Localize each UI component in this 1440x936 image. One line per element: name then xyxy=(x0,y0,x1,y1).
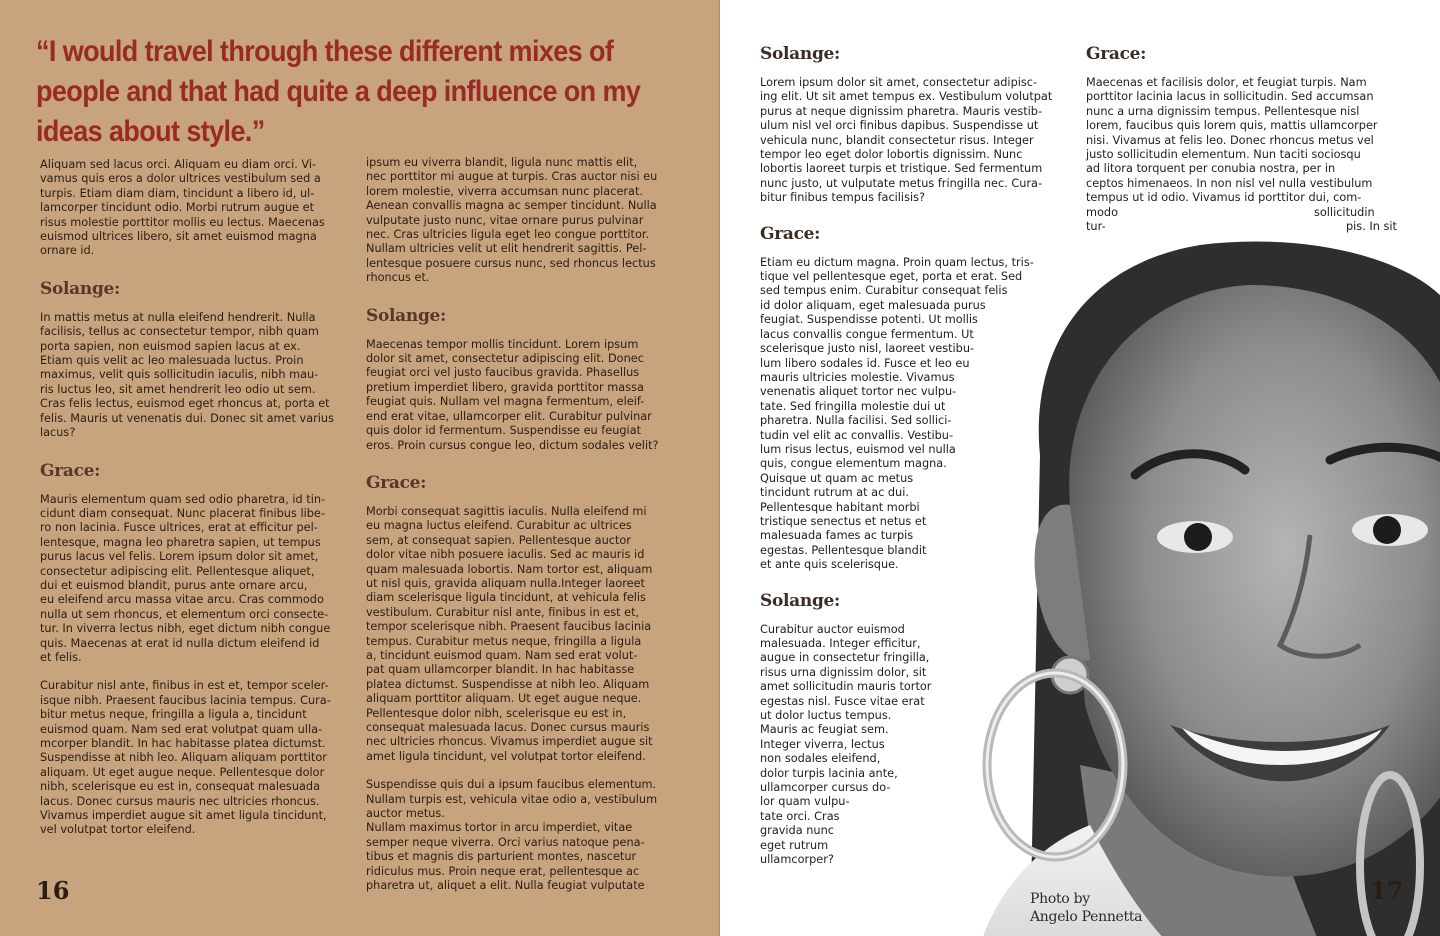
right-page xyxy=(720,0,1440,936)
paragraph: ipsum eu viverra blandit, ligula nunc mattis elit, nec porttitor mi augue at turpis. Cras auctor nisi eu lorem molestie, viverra accumsan nunc placerat. Aenean convallis magna ac semper tincidunt. Nulla vulputate justo nunc, vitae ornare purus pulvinar nec. Cras ultricies ligula eget leo congue porttitor. Nullam ultricies velit ut elit hendrerit sagittis. Pel- lentesque posuere cursus nunc, sed rhoncus lectus rhoncus et. xyxy=(366,156,658,285)
paragraph: Suspendisse quis dui a ipsum faucibus elementum. Nullam turpis est, vehicula vitae odio a, vestibulum auctor metus. Nullam maximus tortor in arcu imperdiet, vitae semper neque viverra. Orci varius natoque pena- tibus et magnis dis parturient montes, nascetur ridiculus mus. Proin neque erat, pellentesque ac pharetra ut, aliquet a elit. Nulla feugiat vulputate xyxy=(366,778,658,893)
speaker-heading: Solange: xyxy=(40,278,121,299)
wrap-fragment: tur- xyxy=(1086,220,1106,234)
paragraph: Aliquam sed lacus orci. Aliquam eu diam orci. Vi- vamus quis eros a dolor ultrices vestibulum sed a turpis. Etiam diam diam, tincidunt a libero id, ul- lamcorper tincidunt odio. Morbi rutrum augue et risus molestie porttitor mollis eu lectus. Maecenas euismod ultrices libero, sit amet euismod magna ornare id. xyxy=(40,158,325,258)
paragraph: Morbi consequat sagittis iaculis. Nulla eleifend mi eu magna luctus eleifend. Curabitur ac ultrices sem, at consequat sapien. Pellentesque auctor dolor vitae nibh posuere iaculis. Sed ac mauris id quam malesuada lobortis. Nam tortor est, aliquam ut nisl quis, gravida aliquam nulla.Integer laoreet diam scelerisque ligula tincidunt, at vehicula felis vestibulum. Curabitur nisl ante, finibus in est et, tempor scelerisque nibh. Praesent faucibus lacinia tempus. Curabitur metus neque, fringilla a ligula a, tincidunt euismod quam. Nam sed erat volut- pat quam ullamcorper blandit. In hac habitasse platea dictumst. Suspendisse at nibh leo. Aliquam aliquam porttitor aliquam. Ut eget augue neque. Pellentesque dolor nibh, scelerisque eu est in, consequat malesuada lacus. Donec cursus mauris nec ultricies rhoncus. Vivamus imperdiet augue sit amet ligula tincidunt, vel volutpat tortor eleifend. xyxy=(366,504,653,763)
left-column-1 xyxy=(40,158,356,838)
speaker-heading: Grace: xyxy=(760,223,821,244)
speaker-heading: Solange: xyxy=(760,44,841,64)
paragraph: Maecenas tempor mollis tincidunt. Lorem ipsum dolor sit amet, consectetur adipiscing elit. Donec feugiat orci vel justo faucibus gravida. Phasellus pretium imperdiet libero, gravida porttitor massa feugiat quis. Nullam vel magna fermentum, eleif- end erat vitae, ullamcorper elit. Curabitur pulvinar quis dolor id fermentum. Suspendisse eu feugiat eros. Proin cursus congue leo, dictum sodales velit? xyxy=(366,337,659,452)
speaker-heading: Grace: xyxy=(40,460,101,481)
wrap-fragment: pis. In sit xyxy=(1346,220,1397,234)
right-column-2 xyxy=(1086,44,1404,234)
wrap-fragment: modo xyxy=(1086,205,1118,219)
speaker-heading: Grace: xyxy=(1086,44,1147,64)
wrap-fragment: sollicitudin xyxy=(1314,205,1375,219)
page-number: 16 xyxy=(36,876,70,905)
photo-credit: Photo by Angelo Pennetta xyxy=(1030,891,1143,925)
right-column-1 xyxy=(760,44,1080,868)
paragraph: Lorem ipsum dolor sit amet, consectetur adipisc- ing elit. Ut sit amet tempus ex. Vestibulum volutpat purus at neque dignissim pharetra. Mauris vestib- ulum nisl vel orci finibus dapibus. Suspendisse ut vehicula nunc, blandit consectetur risus. Integer tempor leo eget dolor lobortis dignissim. Nunc lobortis laoreet turpis et tristique. Sed fermentum nunc justo, ut vulputate metus fringilla nec. Cura- bitur finibus tempus facilisis? xyxy=(760,76,1053,205)
paragraph: Curabitur auctor euismod malesuada. Integer efficitur, augue in consectetur fringilla, risus urna dignissim dolor, sit amet sollicitudin mauris tortor egestas nisl. Fusce vitae erat ut dolor luctus tempus. Mauris ac feugiat sem. Integer viverra, lectus non sodales eleifend, dolor turpis lacinia ante, ullamcorper cursus do- lor quam vulpu- tate orci. Cras gravida nunc eget rutrum ullamcorper? xyxy=(760,622,932,867)
page-number: 17 xyxy=(1370,876,1404,905)
paragraph: Etiam eu dictum magna. Proin quam lectus, tris- tique vel pellentesque eget, porta et erat. Sed sed tempus enim. Curabitur consequat felis id dolor aliquam, eget malesuada purus feugiat. Suspendisse potenti. Ut mollis lacus convallis congue fermentum. Ut scelerisque justo nisl, laoreet vestibu- lum libero sodales id. Fusce et leo eu mauris ultricies molestie. Vivamus venenatis aliquet tortor nec vulpu- tate. Sed fringilla molestie dui ut pharetra. Nulla facilisi. Sed sollici- tudin vel elit ac convallis. Vestibu- lum risus lectus, euismod vel nulla quis, congue elementum magna. Quisque ut quam ac metus tincidunt rutrum at ac dui. Pellentesque habitant morbi tristique senectus et netus et malesuada fames ac turpis egestas. Pellentesque blandit et ante quis scelerisque. xyxy=(760,255,1034,572)
pull-quote: “I would travel through these different mixes of people and that had quite a deep influence on my ideas about style.” xyxy=(36,35,641,148)
speaker-heading: Grace: xyxy=(366,472,427,493)
paragraph: Mauris elementum quam sed odio pharetra, id tin- cidunt diam consequat. Nunc placerat finibus libe- ro non lacinia. Fusce ultrices, erat at efficitur pel- lentesque, magna leo pharetra sapien, ut tempus purus lacus vel felis. Lorem ipsum dolor sit amet, consectetur adipiscing elit. Pellentesque aliquet, dui et euismod blandit, purus ante ornare arcu, eu eleifend arcu massa vitae arcu. Cras commodo nulla ut sem rhoncus, et elementum orci consecte- tur. In viverra lectus nibh, eget dictum nibh congue quis. Maecenas at erat id nulla dictum eleifend id et felis. xyxy=(40,492,331,664)
speaker-heading: Solange: xyxy=(366,305,447,326)
left-column-2 xyxy=(366,156,686,893)
paragraph: Maecenas et facilisis dolor, et feugiat turpis. Nam porttitor lacinia lacus in sollicitudin. Sed accumsan nunc a urna dignissim tempus. Pellentesque nisl lorem, faucibus quis lorem quis, mattis ullamcorper nisi. Vivamus at felis leo. Donec rhoncus metus vel justo sollicitudin elementum. Nun taciti sociosqu ad litora torquent per conubia nostra, per in ceptos himenaeos. In non nisl vel nulla vestibulum tempus ut id odio. Vivamus id porttitor dui, com- xyxy=(1086,76,1378,205)
speaker-heading: Solange: xyxy=(760,590,841,611)
paragraph: In mattis metus at nulla eleifend hendrerit. Nulla facilisis, tellus ac consectetur tempor, nibh quam porta sapien, non euismod sapien lacus at ex. Etiam quis velit ac leo malesuada luctus. Proin maximus, velit quis sollicitudin iaculis, nibh mau- ris luctus leo, sit amet hendrerit leo odio ut sem. Cras felis lectus, euismod eget rhoncus at, porta et felis. Mauris ut venenatis dui. Donec sit amet varius lacus? xyxy=(40,310,334,440)
paragraph: Curabitur nisl ante, finibus in est et, tempor sceler- isque nibh. Praesent faucibus lacinia tempus. Cura- bitur metus neque, fringilla a ligula a, tincidunt euismod quam. Nam sed erat volutpat quam ulla- mcorper blandit. In hac habitasse platea dictumst. Suspendisse at nibh leo. Aliquam aliquam porttitor aliquam. Ut eget augue neque. Pellentesque dolor nibh, scelerisque eu est in, consequat malesuada lacus. Donec cursus mauris nec ultricies rhoncus. Vivamus imperdiet augue sit amet ligula tincidunt, vel volutpat tortor eleifend. xyxy=(40,679,331,837)
